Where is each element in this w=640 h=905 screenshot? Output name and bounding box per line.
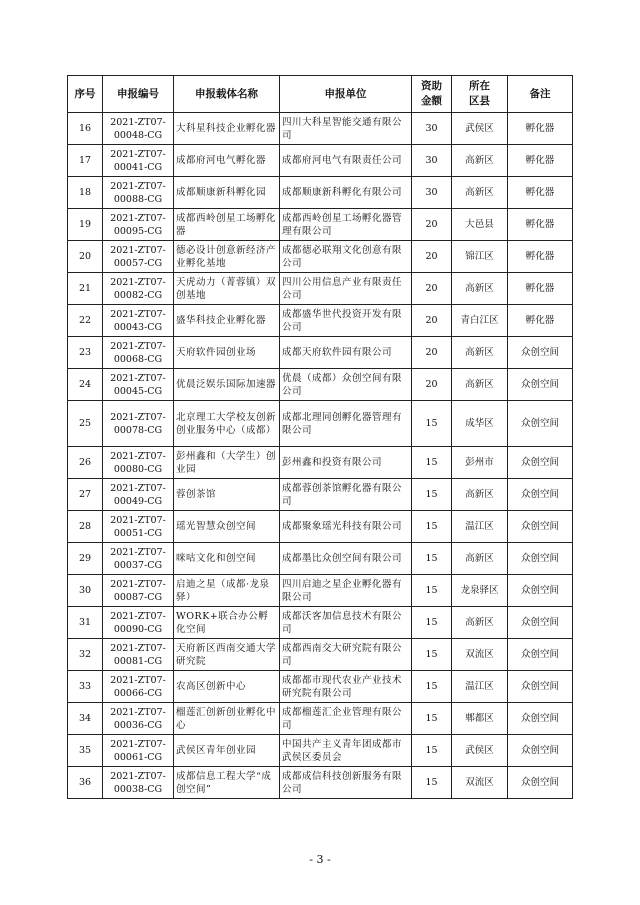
application-code-cell: 2021-ZT07- 00068-CG <box>103 337 174 369</box>
application-code-cell: 2021-ZT07- 00049-CG <box>103 479 174 511</box>
header-district: 所在 区县 <box>452 76 508 113</box>
funding-amount-cell: 15 <box>412 511 452 543</box>
page-number: - 3 - <box>309 853 331 866</box>
applicant-unit-cell: 成都顺康新科孵化有限公司 <box>280 177 412 209</box>
carrier-name-cell: 天府新区西南交通大学研究院 <box>174 639 280 671</box>
row-number-cell: 30 <box>68 575 103 607</box>
carrier-name-cell: 盛华科技企业孵化器 <box>174 305 280 337</box>
carrier-name-cell: 榴莲汇创新创业孵化中心 <box>174 703 280 735</box>
application-code-cell: 2021-ZT07- 00061-CG <box>103 735 174 767</box>
carrier-name-cell: 启迪之星（成都·龙泉驿） <box>174 575 280 607</box>
application-code-cell: 2021-ZT07- 00051-CG <box>103 511 174 543</box>
carrier-name-cell: 农高区创新中心 <box>174 671 280 703</box>
applicant-unit-cell: 成都西南交大研究院有限公司 <box>280 639 412 671</box>
applicant-unit-cell: 成都聚象瑶光科技有限公司 <box>280 511 412 543</box>
table-row <box>68 209 573 241</box>
row-number-cell: 19 <box>68 209 103 241</box>
table-row <box>68 575 573 607</box>
application-code-cell: 2021-ZT07- 00078-CG <box>103 401 174 447</box>
remark-cell: 众创空间 <box>508 543 573 575</box>
district-cell: 高新区 <box>452 479 508 511</box>
carrier-name-cell: 武侯区青年创业园 <box>174 735 280 767</box>
district-cell: 高新区 <box>452 145 508 177</box>
header-code: 申报编号 <box>103 76 174 113</box>
funding-amount-cell: 15 <box>412 767 452 799</box>
applicant-unit-cell: 成都成信科技创新服务有限公司 <box>280 767 412 799</box>
funding-amount-cell: 15 <box>412 543 452 575</box>
application-code-cell: 2021-ZT07- 00048-CG <box>103 113 174 145</box>
table-row <box>68 337 573 369</box>
carrier-name-cell: 成都顺康新科孵化园 <box>174 177 280 209</box>
table-row <box>68 767 573 799</box>
table-row <box>68 305 573 337</box>
row-number-cell: 16 <box>68 113 103 145</box>
carrier-name-cell: 瑶光智慧众创空间 <box>174 511 280 543</box>
district-cell: 双流区 <box>452 639 508 671</box>
carrier-name-cell: 彭州鑫和（大学生）创业园 <box>174 447 280 479</box>
funding-amount-cell: 30 <box>412 177 452 209</box>
remark-cell: 众创空间 <box>508 607 573 639</box>
application-code-cell: 2021-ZT07- 00081-CG <box>103 639 174 671</box>
applicant-unit-cell: 彭州鑫和投资有限公司 <box>280 447 412 479</box>
row-number-cell: 36 <box>68 767 103 799</box>
carrier-name-cell: 天府软件园创业场 <box>174 337 280 369</box>
table-row <box>68 607 573 639</box>
row-number-cell: 33 <box>68 671 103 703</box>
application-code-cell: 2021-ZT07- 00088-CG <box>103 177 174 209</box>
application-code-cell: 2021-ZT07- 00090-CG <box>103 607 174 639</box>
remark-cell: 众创空间 <box>508 767 573 799</box>
applicant-unit-cell: 四川公用信息产业有限责任公司 <box>280 273 412 305</box>
row-number-cell: 25 <box>68 401 103 447</box>
table-row <box>68 113 573 145</box>
carrier-name-cell: 大科星科技企业孵化器 <box>174 113 280 145</box>
applicant-unit-cell: 成都德必联翔文化创意有限公司 <box>280 241 412 273</box>
applicant-unit-cell: 中国共产主义青年团成都市武侯区委员会 <box>280 735 412 767</box>
carrier-name-cell: 北京理工大学校友创新创业服务中心（成都） <box>174 401 280 447</box>
application-code-cell: 2021-ZT07- 00041-CG <box>103 145 174 177</box>
carrier-name-cell: 优晨泛娱乐国际加速器 <box>174 369 280 401</box>
row-number-cell: 18 <box>68 177 103 209</box>
district-cell: 高新区 <box>452 177 508 209</box>
remark-cell: 众创空间 <box>508 639 573 671</box>
funding-amount-cell: 15 <box>412 575 452 607</box>
funding-amount-cell: 15 <box>412 479 452 511</box>
carrier-name-cell: 成都西岭创星工场孵化器 <box>174 209 280 241</box>
table-row <box>68 735 573 767</box>
remark-cell: 众创空间 <box>508 369 573 401</box>
applicant-unit-cell: 四川启迪之星企业孵化器有限公司 <box>280 575 412 607</box>
remark-cell: 众创空间 <box>508 337 573 369</box>
funding-amount-cell: 30 <box>412 145 452 177</box>
remark-cell: 孵化器 <box>508 273 573 305</box>
row-number-cell: 32 <box>68 639 103 671</box>
table-row <box>68 241 573 273</box>
remark-cell: 众创空间 <box>508 703 573 735</box>
applicant-unit-cell: 成都天府软件园有限公司 <box>280 337 412 369</box>
funding-amount-cell: 15 <box>412 735 452 767</box>
funding-amount-cell: 20 <box>412 273 452 305</box>
applicant-unit-cell: 四川大科星智能交通有限公司 <box>280 113 412 145</box>
applicant-unit-cell: 成都北理同创孵化器管理有限公司 <box>280 401 412 447</box>
application-code-cell: 2021-ZT07- 00082-CG <box>103 273 174 305</box>
remark-cell: 众创空间 <box>508 401 573 447</box>
carrier-name-cell: 德必设计创意新经济产业孵化基地 <box>174 241 280 273</box>
funding-amount-cell: 20 <box>412 305 452 337</box>
carrier-name-cell: 蓉创茶馆 <box>174 479 280 511</box>
remark-cell: 孵化器 <box>508 145 573 177</box>
remark-cell: 孵化器 <box>508 113 573 145</box>
table-body <box>68 113 573 799</box>
district-cell: 大邑县 <box>452 209 508 241</box>
row-number-cell: 29 <box>68 543 103 575</box>
row-number-cell: 34 <box>68 703 103 735</box>
applicant-unit-cell: 成都墨比众创空间有限公司 <box>280 543 412 575</box>
row-number-cell: 35 <box>68 735 103 767</box>
funding-amount-cell: 15 <box>412 639 452 671</box>
table-row <box>68 479 573 511</box>
application-code-cell: 2021-ZT07- 00080-CG <box>103 447 174 479</box>
district-cell: 龙泉驿区 <box>452 575 508 607</box>
application-code-cell: 2021-ZT07- 00043-CG <box>103 305 174 337</box>
carrier-name-cell: 天虎动力（菁蓉镇）双创基地 <box>174 273 280 305</box>
row-number-cell: 21 <box>68 273 103 305</box>
district-cell: 成华区 <box>452 401 508 447</box>
applicant-unit-cell: 成都盛华世代投资开发有限公司 <box>280 305 412 337</box>
remark-cell: 众创空间 <box>508 735 573 767</box>
row-number-cell: 17 <box>68 145 103 177</box>
district-cell: 温江区 <box>452 671 508 703</box>
carrier-name-cell: 成都信息工程大学“成创空间” <box>174 767 280 799</box>
header-unit: 申报单位 <box>280 76 412 113</box>
funding-amount-cell: 15 <box>412 447 452 479</box>
row-number-cell: 22 <box>68 305 103 337</box>
funding-amount-cell: 15 <box>412 401 452 447</box>
application-code-cell: 2021-ZT07- 00095-CG <box>103 209 174 241</box>
applicant-unit-cell: 成都府河电气有限责任公司 <box>280 145 412 177</box>
district-cell: 青白江区 <box>452 305 508 337</box>
remark-cell: 众创空间 <box>508 671 573 703</box>
application-code-cell: 2021-ZT07- 00045-CG <box>103 369 174 401</box>
remark-cell: 众创空间 <box>508 447 573 479</box>
application-code-cell: 2021-ZT07- 00037-CG <box>103 543 174 575</box>
district-cell: 彭州市 <box>452 447 508 479</box>
table-row <box>68 639 573 671</box>
remark-cell: 众创空间 <box>508 479 573 511</box>
district-cell: 郫都区 <box>452 703 508 735</box>
remark-cell: 众创空间 <box>508 575 573 607</box>
table-row <box>68 671 573 703</box>
application-code-cell: 2021-ZT07- 00087-CG <box>103 575 174 607</box>
funding-amount-cell: 20 <box>412 337 452 369</box>
funding-amount-cell: 20 <box>412 209 452 241</box>
remark-cell: 孵化器 <box>508 177 573 209</box>
remark-cell: 孵化器 <box>508 209 573 241</box>
applicant-unit-cell: 成都都市现代农业产业技术研究院有限公司 <box>280 671 412 703</box>
district-cell: 温江区 <box>452 511 508 543</box>
table-row <box>68 511 573 543</box>
row-number-cell: 31 <box>68 607 103 639</box>
header-no: 序号 <box>68 76 103 113</box>
applicant-unit-cell: 成都西岭创星工场孵化器管理有限公司 <box>280 209 412 241</box>
remark-cell: 孵化器 <box>508 305 573 337</box>
funding-table <box>67 75 573 799</box>
remark-cell: 众创空间 <box>508 511 573 543</box>
carrier-name-cell: WORK+联合办公孵化空间 <box>174 607 280 639</box>
row-number-cell: 24 <box>68 369 103 401</box>
row-number-cell: 26 <box>68 447 103 479</box>
application-code-cell: 2021-ZT07- 00066-CG <box>103 671 174 703</box>
applicant-unit-cell: 成都榴莲汇企业管理有限公司 <box>280 703 412 735</box>
table-row <box>68 369 573 401</box>
table-row <box>68 401 573 447</box>
row-number-cell: 20 <box>68 241 103 273</box>
district-cell: 武侯区 <box>452 735 508 767</box>
table-row <box>68 177 573 209</box>
district-cell: 高新区 <box>452 543 508 575</box>
funding-amount-cell: 30 <box>412 113 452 145</box>
funding-amount-cell: 20 <box>412 241 452 273</box>
table-row <box>68 447 573 479</box>
table-row <box>68 273 573 305</box>
carrier-name-cell: 成都府河电气孵化器 <box>174 145 280 177</box>
header-note: 备注 <box>508 76 573 113</box>
funding-amount-cell: 15 <box>412 671 452 703</box>
application-code-cell: 2021-ZT07- 00057-CG <box>103 241 174 273</box>
applicant-unit-cell: 优晨（成都）众创空间有限公司 <box>280 369 412 401</box>
district-cell: 高新区 <box>452 273 508 305</box>
funding-amount-cell: 20 <box>412 369 452 401</box>
applicant-unit-cell: 成都沃客加信息技术有限公司 <box>280 607 412 639</box>
district-cell: 双流区 <box>452 767 508 799</box>
table-header-row <box>68 76 573 113</box>
carrier-name-cell: 咪咕文化和创空间 <box>174 543 280 575</box>
applicant-unit-cell: 成都蓉创茶馆孵化器有限公司 <box>280 479 412 511</box>
header-name: 申报载体名称 <box>174 76 280 113</box>
header-amount: 资助 金额 <box>412 76 452 113</box>
funding-amount-cell: 15 <box>412 607 452 639</box>
district-cell: 高新区 <box>452 607 508 639</box>
district-cell: 武侯区 <box>452 113 508 145</box>
district-cell: 高新区 <box>452 369 508 401</box>
row-number-cell: 27 <box>68 479 103 511</box>
district-cell: 高新区 <box>452 337 508 369</box>
application-code-cell: 2021-ZT07- 00036-CG <box>103 703 174 735</box>
application-code-cell: 2021-ZT07- 00038-CG <box>103 767 174 799</box>
district-cell: 锦江区 <box>452 241 508 273</box>
row-number-cell: 23 <box>68 337 103 369</box>
table-row <box>68 703 573 735</box>
table-row <box>68 145 573 177</box>
row-number-cell: 28 <box>68 511 103 543</box>
table-row <box>68 543 573 575</box>
remark-cell: 孵化器 <box>508 241 573 273</box>
funding-amount-cell: 15 <box>412 703 452 735</box>
